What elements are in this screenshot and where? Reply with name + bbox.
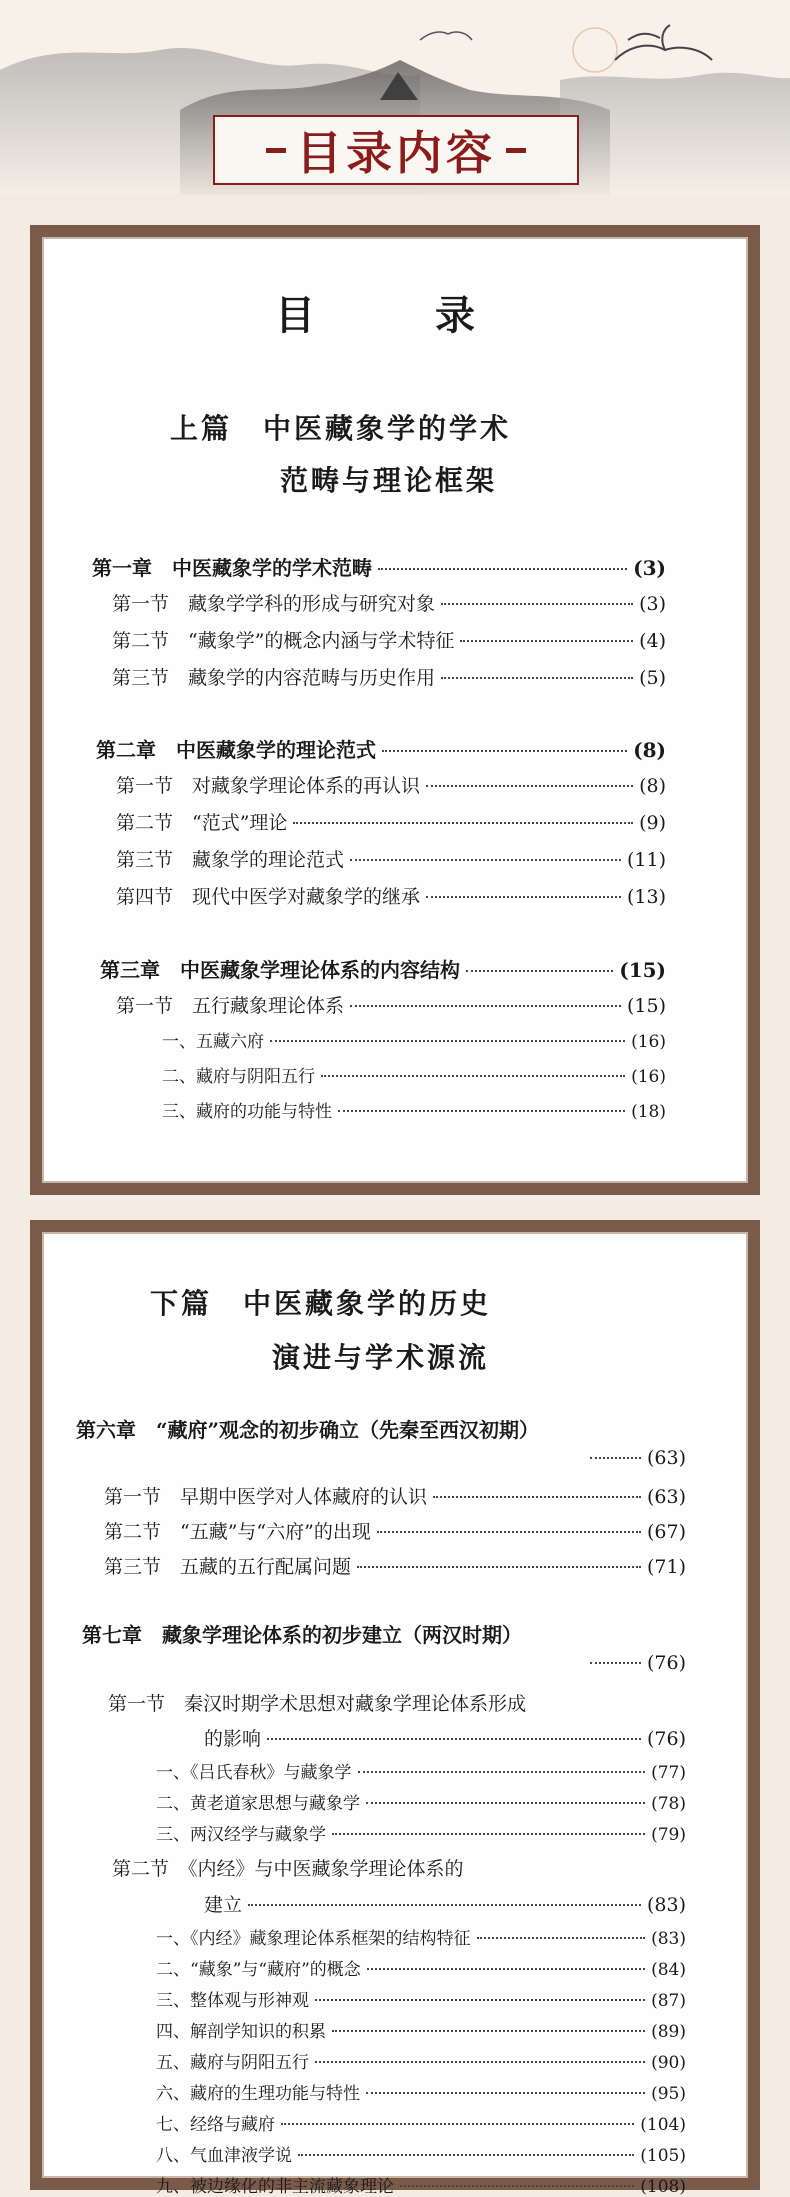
leader-dots [350, 1005, 621, 1007]
entry-text: 二、藏府与阴阳五行 [162, 1067, 315, 1087]
entry-text: 三、两汉经学与藏象学 [156, 1825, 326, 1845]
header-dash-left [266, 148, 286, 153]
toc-entry[interactable] [162, 1027, 666, 1052]
page-number: (95) [651, 2084, 686, 2104]
page-number: (77) [651, 1763, 686, 1783]
leader-dots [281, 2123, 634, 2125]
toc-entry[interactable] [104, 1482, 686, 1509]
toc-entry[interactable] [156, 2017, 686, 2042]
entry-text: 第一节 藏象学学科的形成与研究对象 [112, 593, 436, 615]
entry-text: 四、解剖学知识的积累 [156, 2022, 326, 2042]
part-title-line2: 范畴与理论框架 [280, 464, 498, 497]
leader-dots [426, 896, 621, 898]
page-number: (76) [646, 1728, 686, 1750]
toc-entry[interactable] [156, 2048, 686, 2073]
entry-text: 第六章 “藏府”观念的初步确立（先秦至西汉初期） [76, 1418, 540, 1442]
leader-dots [378, 568, 627, 570]
page-number: (83) [651, 1929, 686, 1949]
toc-entry[interactable] [584, 1652, 686, 1674]
page-number: (67) [646, 1521, 686, 1543]
toc-entry[interactable] [82, 1619, 686, 1648]
toc-entry[interactable] [584, 1447, 686, 1469]
page-title: 目录内容 [296, 126, 496, 180]
toc-entry[interactable] [112, 663, 666, 690]
page-number: (83) [646, 1894, 686, 1916]
entry-text: 第一节 秦汉时期学术思想对藏象学理论体系形成 [108, 1693, 527, 1715]
page-number: (78) [651, 1794, 686, 1814]
entry-text: 二、黄老道家思想与藏象学 [156, 1794, 360, 1814]
entry-text: 一、《吕氏春秋》与藏象学 [156, 1763, 352, 1783]
part-title-line1: 上篇 中医藏象学的学术 [170, 412, 512, 445]
leader-dots [270, 1040, 625, 1042]
toc-page-lower [42, 1232, 748, 2197]
leader-dots [338, 1110, 625, 1112]
entry-text: 第三节 五藏的五行配属问题 [104, 1556, 352, 1578]
toc-entry[interactable] [156, 2172, 686, 2197]
part-title-line1: 下篇 中医藏象学的历史 [150, 1287, 492, 1320]
toc-entry[interactable] [112, 626, 666, 653]
page-number: (87) [651, 1991, 686, 2011]
toc-entry[interactable] [156, 1955, 686, 1980]
page-number: (18) [631, 1102, 666, 1122]
leader-dots [382, 750, 627, 752]
page-number: (63) [646, 1447, 686, 1469]
page-number: (11) [626, 849, 666, 871]
entry-text: 七、经络与藏府 [156, 2115, 275, 2135]
page-number: (9) [639, 812, 666, 834]
page-number: (108) [640, 2177, 686, 2197]
section-header [213, 115, 579, 185]
toc-entry[interactable] [156, 1986, 686, 2011]
entry-text: 第三节 藏象学的内容范畴与历史作用 [112, 667, 436, 689]
page-number: (104) [640, 2115, 686, 2135]
leader-dots [267, 1738, 641, 1740]
leader-dots [332, 1833, 645, 1835]
leader-dots [366, 1802, 645, 1804]
toc-entry[interactable] [116, 845, 666, 872]
toc-entry[interactable] [92, 552, 666, 581]
toc-entry[interactable] [104, 1552, 686, 1579]
toc-page-upper [42, 237, 748, 1183]
toc-panel-upper [30, 225, 760, 1195]
entry-text: 一、五藏六府 [162, 1032, 264, 1052]
leader-dots [441, 677, 633, 679]
entry-text: 第一节 早期中医学对人体藏府的认识 [104, 1486, 428, 1508]
page-number: (84) [651, 1960, 686, 1980]
page-number: (76) [646, 1652, 686, 1674]
leader-dots [350, 859, 621, 861]
entry-text: 八、气血津液学说 [156, 2146, 292, 2166]
toc-entry[interactable] [116, 991, 666, 1018]
page-number: (8) [639, 775, 666, 797]
page-number: (71) [646, 1556, 686, 1578]
leader-dots [298, 2154, 634, 2156]
entry-text: 第三章 中医藏象学理论体系的内容结构 [100, 958, 460, 982]
entry-text: 第四节 现代中医学对藏象学的继承 [116, 886, 421, 908]
page-number: (16) [631, 1032, 666, 1052]
entry-text: 第二节 “藏象学”的概念内涵与学术特征 [112, 630, 455, 652]
entry-text: 第二节 《内经》与中医藏象学理论体系的 [112, 1858, 464, 1880]
header-banner [0, 0, 790, 195]
entry-text: 第三节 藏象学的理论范式 [116, 849, 345, 871]
leader-dots [357, 1566, 641, 1568]
page-number: (13) [626, 886, 666, 908]
page-number: (4) [639, 630, 666, 652]
entry-text: 建立 [204, 1894, 243, 1916]
page-number: (79) [651, 1825, 686, 1845]
leader-dots [466, 970, 613, 972]
leader-dots [433, 1496, 641, 1498]
leader-dots [332, 2030, 645, 2032]
entry-text: 一、《内经》藏象理论体系框架的结构特征 [156, 1929, 471, 1949]
entry-text: 九、被边缘化的非主流藏象理论 [156, 2177, 394, 2197]
toc-entry[interactable] [116, 771, 666, 798]
toc-entry[interactable] [156, 1758, 686, 1783]
toc-title: 目 录 [275, 292, 515, 339]
leader-dots [477, 1937, 646, 1939]
leader-dots [377, 1531, 641, 1533]
entry-text: 六、藏府的生理功能与特性 [156, 2084, 360, 2104]
leader-dots [590, 1457, 641, 1459]
entry-text: 第二节 “五藏”与“六府”的出现 [104, 1521, 371, 1543]
toc-entry[interactable] [162, 1097, 666, 1122]
page-number: (3) [633, 556, 666, 580]
leader-dots [590, 1662, 641, 1664]
leader-dots [321, 1075, 625, 1077]
toc-entry[interactable] [112, 589, 666, 616]
toc-entry[interactable] [156, 1789, 686, 1814]
entry-text: 三、整体观与形神观 [156, 1991, 309, 2011]
page-number: (8) [633, 738, 666, 762]
page-number: (89) [651, 2022, 686, 2042]
entry-text: 第二节 “范式”理论 [116, 812, 288, 834]
leader-dots [367, 1968, 645, 1970]
entry-text: 第一节 五行藏象理论体系 [116, 995, 345, 1017]
leader-dots [426, 785, 633, 787]
toc-entry[interactable] [112, 1854, 686, 1881]
entry-text: 第七章 藏象学理论体系的初步建立（两汉时期） [82, 1623, 522, 1647]
page-number: (3) [639, 593, 666, 615]
toc-panel-lower [30, 1220, 760, 2197]
leader-dots [366, 2092, 645, 2094]
leader-dots [441, 603, 633, 605]
leader-dots [460, 640, 633, 642]
crane-icon [615, 25, 712, 60]
leader-dots [293, 822, 633, 824]
toc-entry[interactable] [156, 2141, 686, 2166]
toc-entry[interactable] [116, 882, 666, 909]
toc-entry[interactable] [108, 1689, 686, 1716]
page-number: (63) [646, 1486, 686, 1508]
toc-entry[interactable] [156, 1820, 686, 1845]
toc-entry[interactable] [204, 1724, 686, 1751]
leader-dots [358, 1771, 646, 1773]
leader-dots [400, 2185, 634, 2187]
entry-text: 第一章 中医藏象学的学术范畴 [92, 556, 372, 580]
entry-text: 三、藏府的功能与特性 [162, 1102, 332, 1122]
page-number: (90) [651, 2053, 686, 2073]
entry-text: 的影响 [204, 1728, 262, 1750]
entry-text: 第二章 中医藏象学的理论范式 [96, 738, 376, 762]
toc-entry[interactable] [204, 1890, 686, 1917]
toc-entry[interactable] [96, 734, 666, 763]
toc-entry[interactable] [116, 808, 666, 835]
page-number: (5) [639, 667, 666, 689]
leader-dots [315, 2061, 645, 2063]
toc-entry[interactable] [156, 1924, 686, 1949]
entry-text: 二、“藏象”与“藏府”的概念 [156, 1960, 361, 1980]
part-title-line2: 演进与学术源流 [272, 1341, 490, 1374]
toc-entry[interactable] [156, 2110, 686, 2135]
toc-entry[interactable] [76, 1414, 686, 1443]
toc-entry[interactable] [162, 1062, 666, 1087]
page-number: (15) [626, 995, 666, 1017]
leader-dots [315, 1999, 645, 2001]
toc-entry[interactable] [104, 1517, 686, 1544]
leader-dots [248, 1904, 641, 1906]
page-number: (105) [640, 2146, 686, 2166]
page-number: (16) [631, 1067, 666, 1087]
page-number: (15) [619, 958, 666, 982]
crane-icon [420, 32, 472, 40]
toc-entry[interactable] [100, 954, 666, 983]
entry-text: 第一节 对藏象学理论体系的再认识 [116, 775, 421, 797]
toc-entry[interactable] [156, 2079, 686, 2104]
header-dash-right [506, 148, 526, 153]
entry-text: 五、藏府与阴阳五行 [156, 2053, 309, 2073]
